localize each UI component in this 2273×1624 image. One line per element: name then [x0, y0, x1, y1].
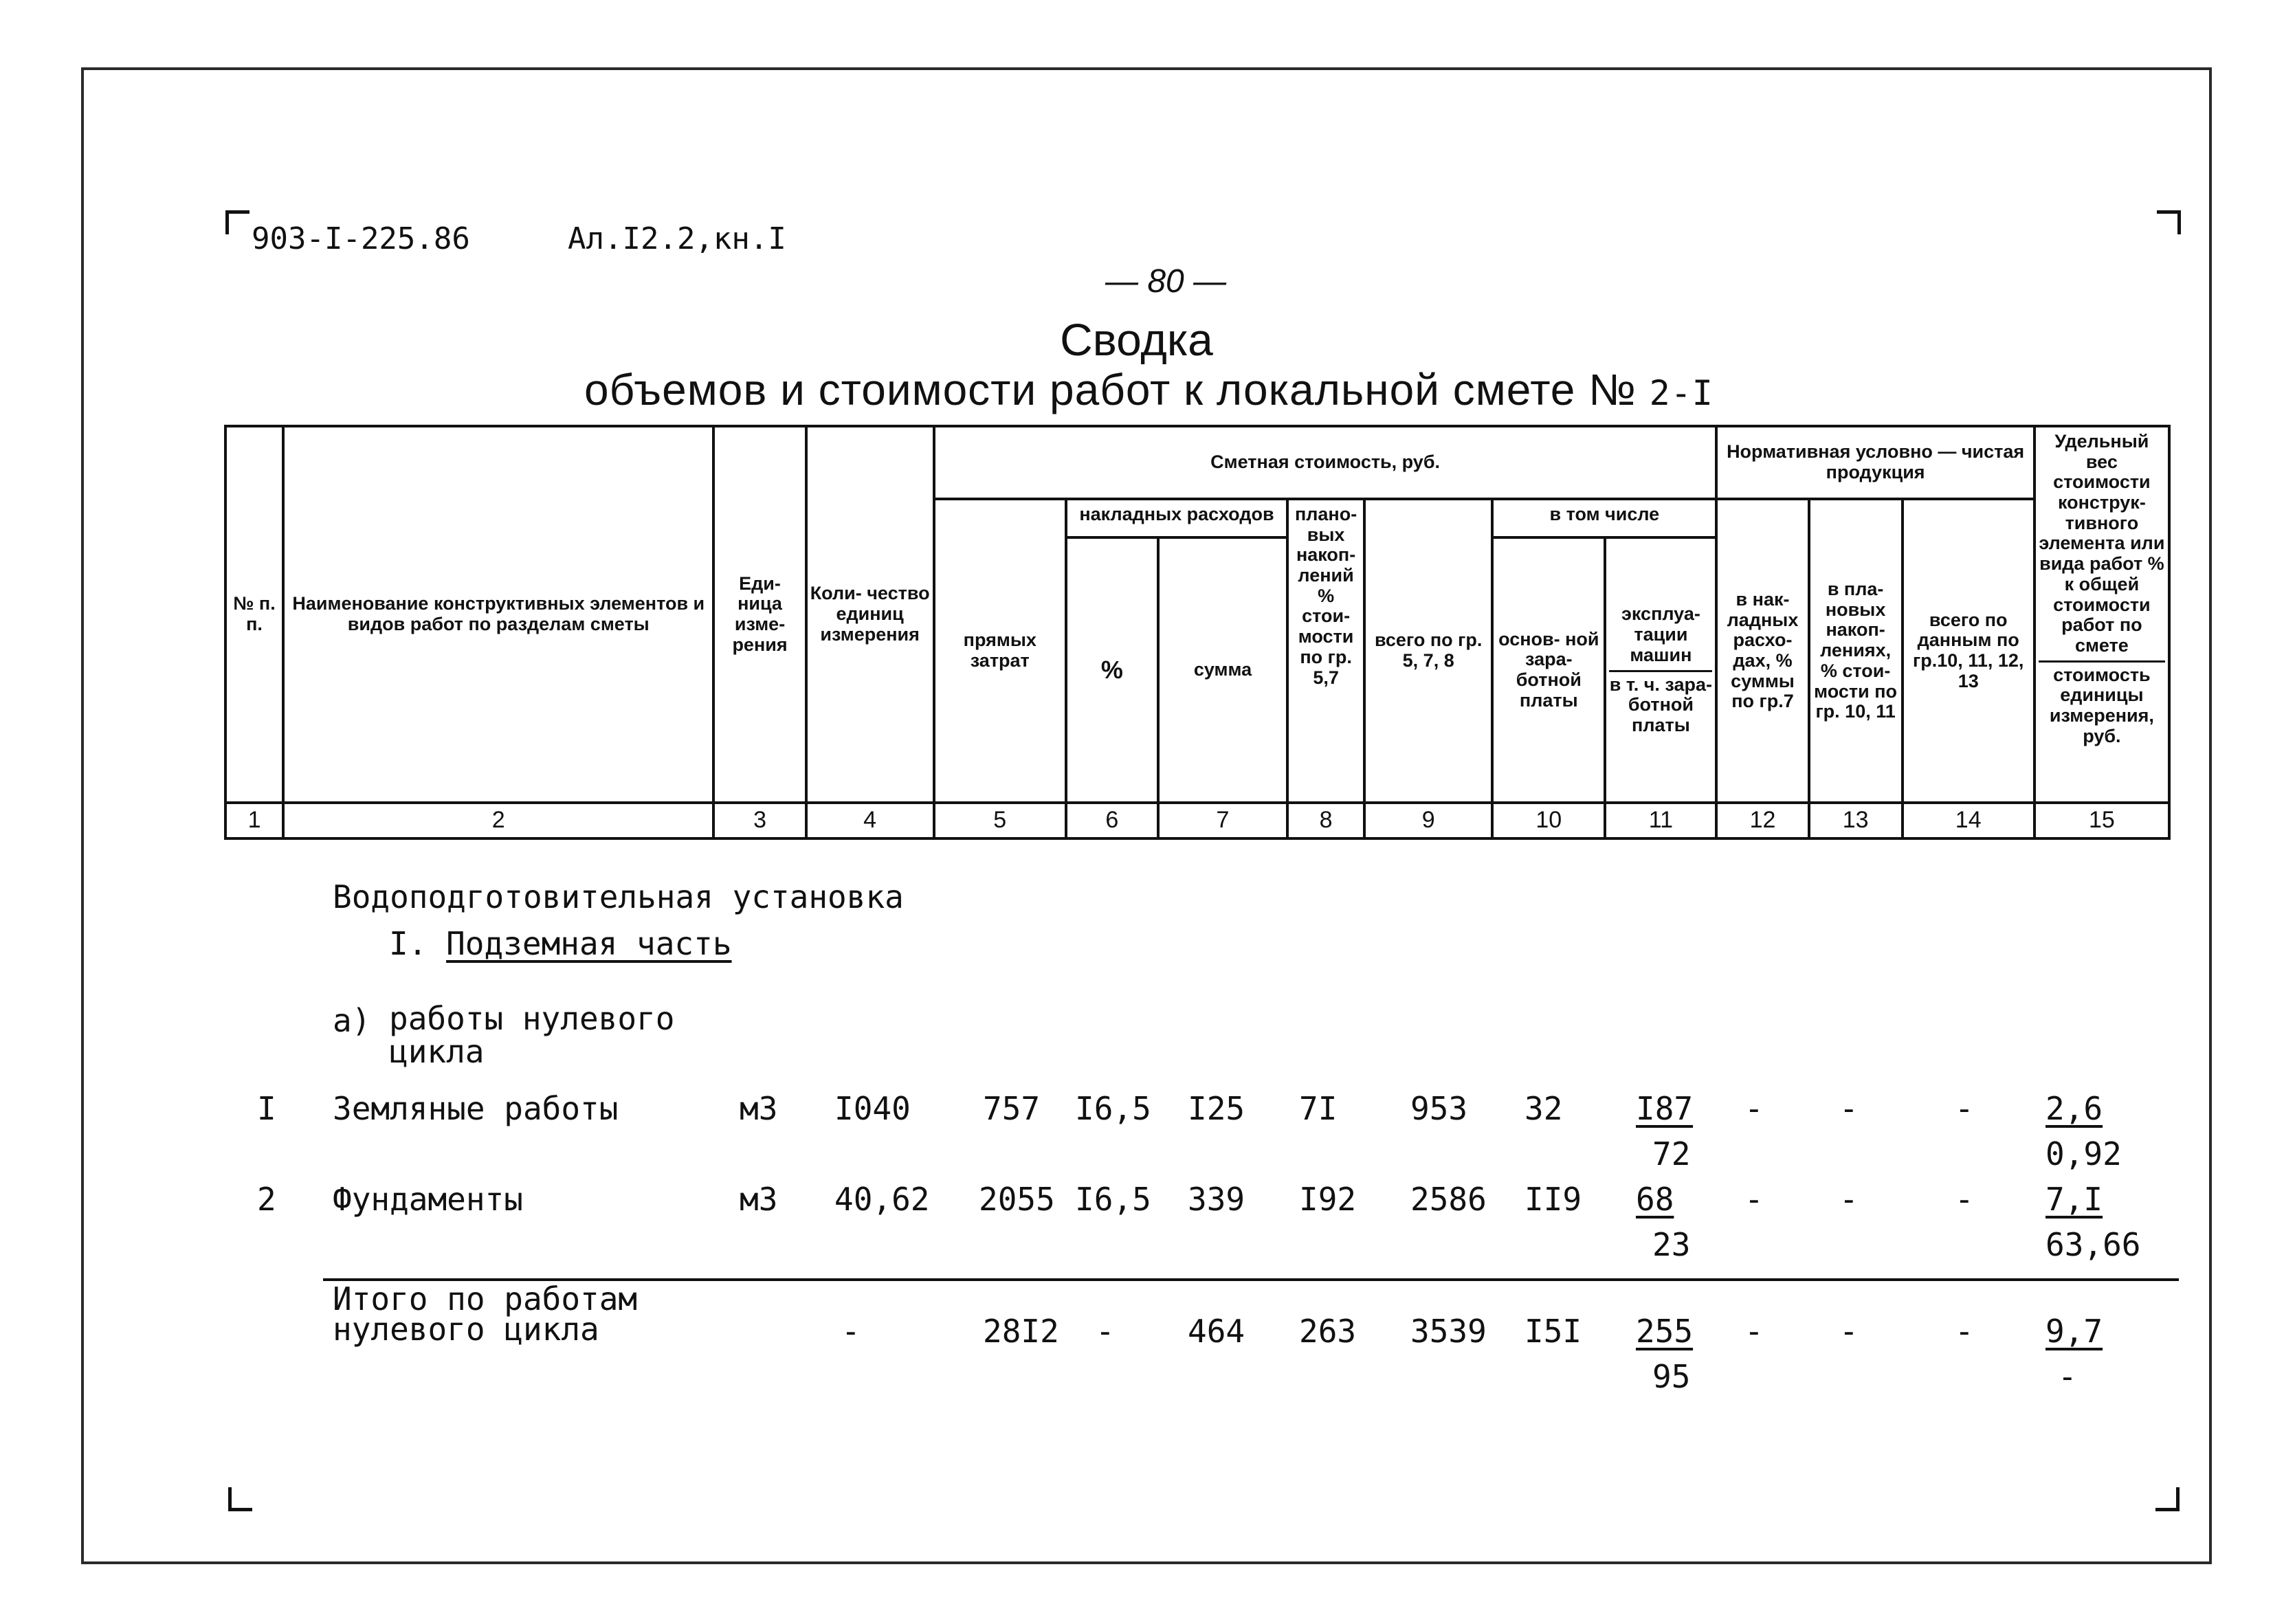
total-overhead-sum: 464 [1188, 1313, 1245, 1350]
total-planned: 263 [1299, 1313, 1357, 1350]
total-total: 3539 [1410, 1313, 1487, 1350]
col-number: 7 [1158, 803, 1287, 838]
row-share: 2,6 [2045, 1090, 2103, 1127]
page-title: Сводка [1060, 314, 1213, 365]
total-label-line-1: Итого по работам [333, 1280, 638, 1317]
row-name: Земляные работы [333, 1090, 619, 1127]
hdr-col-1: № п. п. [225, 426, 283, 803]
hdr-col-13: в пла- новых накоп- лениях, % стои- мости по гр. 10, 11 [1809, 499, 1903, 803]
hdr-col-6: % [1066, 537, 1158, 803]
total-machine: 255 [1636, 1313, 1694, 1350]
corner-mark-top-right [2157, 210, 2181, 234]
row-unit-cost: 63,66 [2045, 1226, 2141, 1263]
corner-mark-bottom-right [2155, 1487, 2180, 1511]
col-number: 2 [283, 803, 713, 838]
hdr-col-7: сумма [1158, 537, 1287, 803]
column-numbers-row [225, 803, 2169, 838]
subtitle-text: объемов и стоимости работ к локальной смете № [584, 365, 1637, 414]
row-qty: 40,62 [834, 1181, 930, 1218]
row-wage: II9 [1524, 1181, 1582, 1218]
total-wage: I5I [1524, 1313, 1582, 1350]
row-machine-wage: 23 [1652, 1226, 1691, 1263]
total-overhead-pct: - [1096, 1313, 1115, 1350]
page-number: — 80 — [1105, 263, 1227, 300]
row-overhead-sum: 339 [1188, 1181, 1245, 1218]
col-number: 4 [806, 803, 934, 838]
row-unit: м3 [740, 1181, 778, 1218]
total-unit-cost: - [2058, 1358, 2077, 1395]
hdr-col-2: Наименование конструктивных элементов и видов работ по разделам сметы [283, 426, 713, 803]
summary-table-header [224, 425, 2171, 840]
hdr-col-15-top: Удельный вес стоимости конструк- тивного элемента или вида работ % к общей стоимости работ по смете [2039, 431, 2165, 656]
hdr-col-10: основ- ной зара- ботной платы [1492, 537, 1605, 803]
row-name: Фундаменты [333, 1181, 523, 1218]
row-overhead-pct: I6,5 [1075, 1090, 1151, 1127]
row-machine: I87 [1636, 1090, 1694, 1127]
smeta-number: 2-I [1649, 373, 1714, 413]
hdr-col-12: в нак- ладных расхо- дах, % суммы по гр.7 [1716, 499, 1808, 803]
part-heading [389, 925, 732, 962]
hdr-col-4: Коли- чество единиц измерения [806, 426, 934, 803]
hdr-col-3: Еди- ница изме- рения [713, 426, 806, 803]
hdr-col-9: всего по гр. 5, 7, 8 [1364, 499, 1492, 803]
row-overhead-sum: I25 [1188, 1090, 1245, 1127]
row-number: I [257, 1090, 276, 1127]
total-direct: 28I2 [983, 1313, 1059, 1350]
hdr-col-11-top: эксплуа- тации машин [1621, 603, 1700, 665]
subsection-line-2: цикла [389, 1033, 485, 1070]
total-label [333, 1280, 638, 1348]
total-col13: - [1839, 1313, 1859, 1350]
row-unit: м3 [740, 1090, 778, 1127]
row-planned: 7I [1299, 1090, 1338, 1127]
subsection-title [389, 1002, 674, 1068]
col-number: 15 [2034, 803, 2169, 838]
hdr-col-11 [1605, 537, 1716, 803]
col-number: 1 [225, 803, 283, 838]
section-title: Водоподготовительная установка [333, 878, 904, 915]
total-label-line-2: нулевого цикла [333, 1311, 599, 1348]
hdr-group-norm: Нормативная условно — чистая продукция [1716, 426, 2034, 499]
row-col14: - [1955, 1181, 1974, 1218]
hdr-group-cost: Сметная стоимость, руб. [934, 426, 1717, 499]
row-total: 953 [1410, 1090, 1468, 1127]
row-number: 2 [257, 1181, 276, 1218]
total-col14: - [1955, 1313, 1974, 1350]
col-number: 13 [1809, 803, 1903, 838]
page-subtitle [584, 364, 1714, 415]
row-unit-cost: 0,92 [2045, 1135, 2122, 1172]
album-ref: Ал.I2.2,кн.I [568, 221, 786, 256]
col-number: 12 [1716, 803, 1808, 838]
corner-mark-top-left [225, 210, 250, 234]
col-number: 6 [1066, 803, 1158, 838]
total-qty: - [841, 1313, 861, 1350]
row-total: 2586 [1410, 1181, 1487, 1218]
col-number: 3 [713, 803, 806, 838]
subsection-line-1: работы нулевого [389, 1000, 675, 1037]
row-col12: - [1744, 1181, 1764, 1218]
row-machine-wage: 72 [1652, 1135, 1691, 1172]
total-share: 9,7 [2045, 1313, 2103, 1350]
subsection-marker: а) [333, 1002, 371, 1039]
col-number: 8 [1287, 803, 1364, 838]
col-number: 10 [1492, 803, 1605, 838]
hdr-col-5: прямых затрат [934, 499, 1066, 803]
part-number: I. [389, 925, 428, 962]
row-qty: I040 [834, 1090, 911, 1127]
col-number: 5 [934, 803, 1066, 838]
row-planned: I92 [1299, 1181, 1357, 1218]
row-machine: 68 [1636, 1181, 1674, 1218]
total-machine-wage: 95 [1652, 1358, 1691, 1395]
document-code: 903-I-225.86 [252, 221, 470, 256]
hdr-group-incl: в том числе [1492, 499, 1716, 537]
total-col12: - [1744, 1313, 1764, 1350]
row-overhead-pct: I6,5 [1075, 1181, 1151, 1218]
part-title: Подземная часть [446, 925, 732, 962]
col-number: 14 [1903, 803, 2034, 838]
row-direct: 2055 [979, 1181, 1055, 1218]
row-col13: - [1839, 1181, 1859, 1218]
row-share: 7,I [2045, 1181, 2103, 1218]
hdr-col-14: всего по данным по гр.10, 11, 12, 13 [1903, 499, 2034, 803]
corner-mark-bottom-left [228, 1487, 252, 1511]
hdr-group-overhead: накладных расходов [1066, 499, 1287, 537]
col-number: 11 [1605, 803, 1716, 838]
row-col13: - [1839, 1090, 1859, 1127]
row-col12: - [1744, 1090, 1764, 1127]
row-direct: 757 [983, 1090, 1041, 1127]
hdr-col-15 [2034, 426, 2169, 803]
hdr-col-15-bottom: стоимость единицы измерения, руб. [2039, 660, 2165, 747]
row-wage: 32 [1524, 1090, 1563, 1127]
row-col14: - [1955, 1090, 1974, 1127]
hdr-col-8: плано- вых накоп- лений % стои- мости по гр. 5,7 [1287, 499, 1364, 803]
col-number: 9 [1364, 803, 1492, 838]
hdr-col-11-bottom: в т. ч. зара- ботной платы [1609, 670, 1712, 736]
